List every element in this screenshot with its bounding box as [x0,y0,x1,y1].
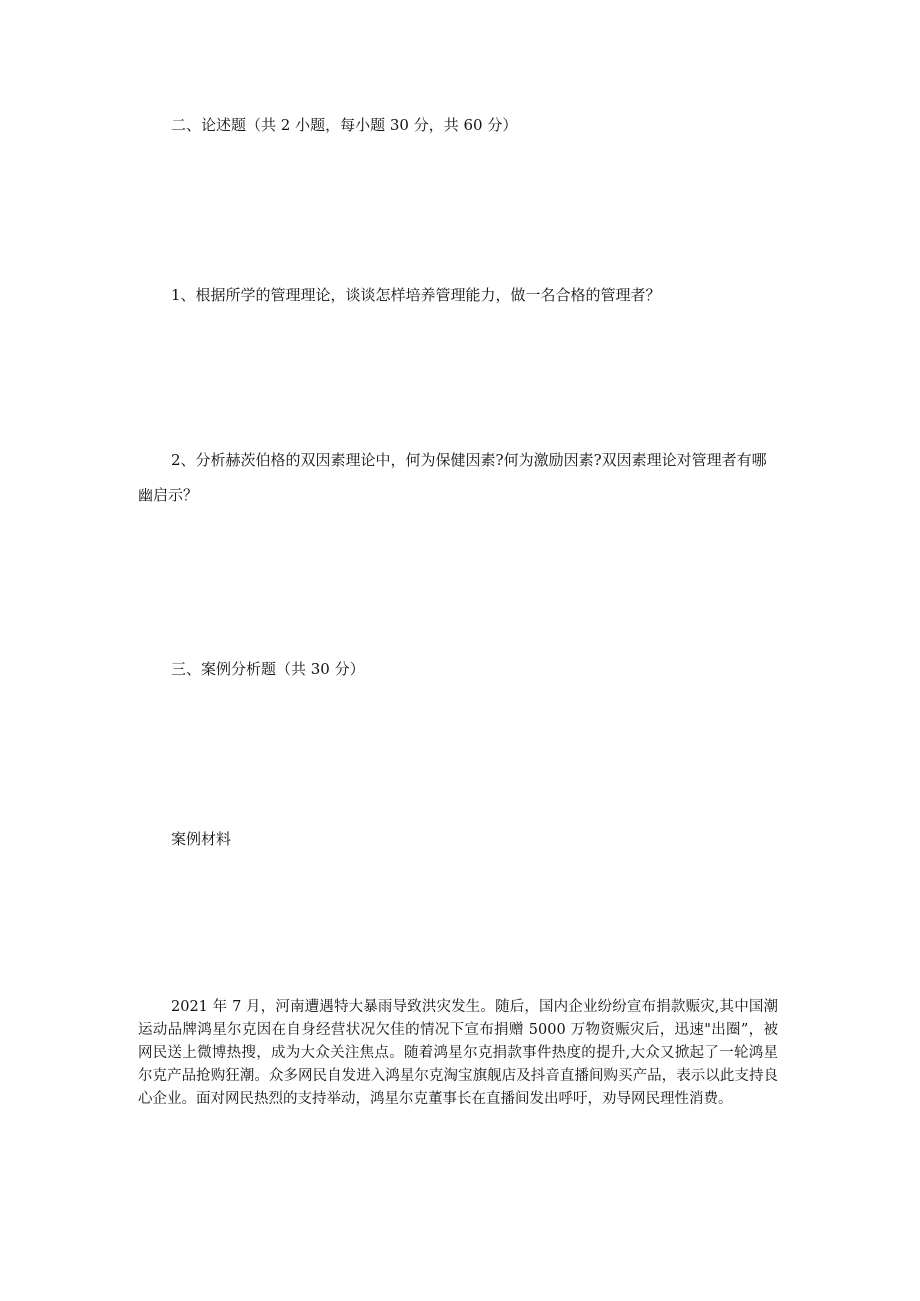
case-material-label: 案例材料 [171,830,232,848]
section-3-heading: 三、案例分析题（共 30 分） [171,660,365,678]
section-2-heading: 二、论述题（共 2 小题，每小题 30 分，共 60 分） [171,116,518,134]
question-2-line-1: 2、分析赫茨伯格的双因素理论中，何为保健因素?何为激励因素?双因素理论对管理者有哪 [171,451,767,469]
case-material-paragraph: 2021 年 7 月，河南遭遇特大暴雨导致洪灾发生。随后，国内企业纷纷宣布捐款赈灾,其中国潮运动品牌鸿星尔克因在自身经营状况欠佳的情况下宣布捐赠 5000 万物资赈灾后，迅速"出圈”，被网民送上微博热搜，成为大众关注焦点。随着鸿星尔克捐款事件热度的提升,大众又掀起了一轮鸿星尔克产品抢购狂潮。众多网民自发进入鸿星尔克淘宝旗舰店及抖音直播间购买产品，表示以此支持良心企业。面对网民热烈的支持举动，鸿星尔克董事长在直播间发出呼吁，劝导网民理性消费。 [138,999,778,1107]
question-2-line-2: 幽启示？ [138,486,199,504]
question-1: 1、根据所学的管理理论，谈谈怎样培养管理能力，做一名合格的管理者？ [171,286,661,304]
